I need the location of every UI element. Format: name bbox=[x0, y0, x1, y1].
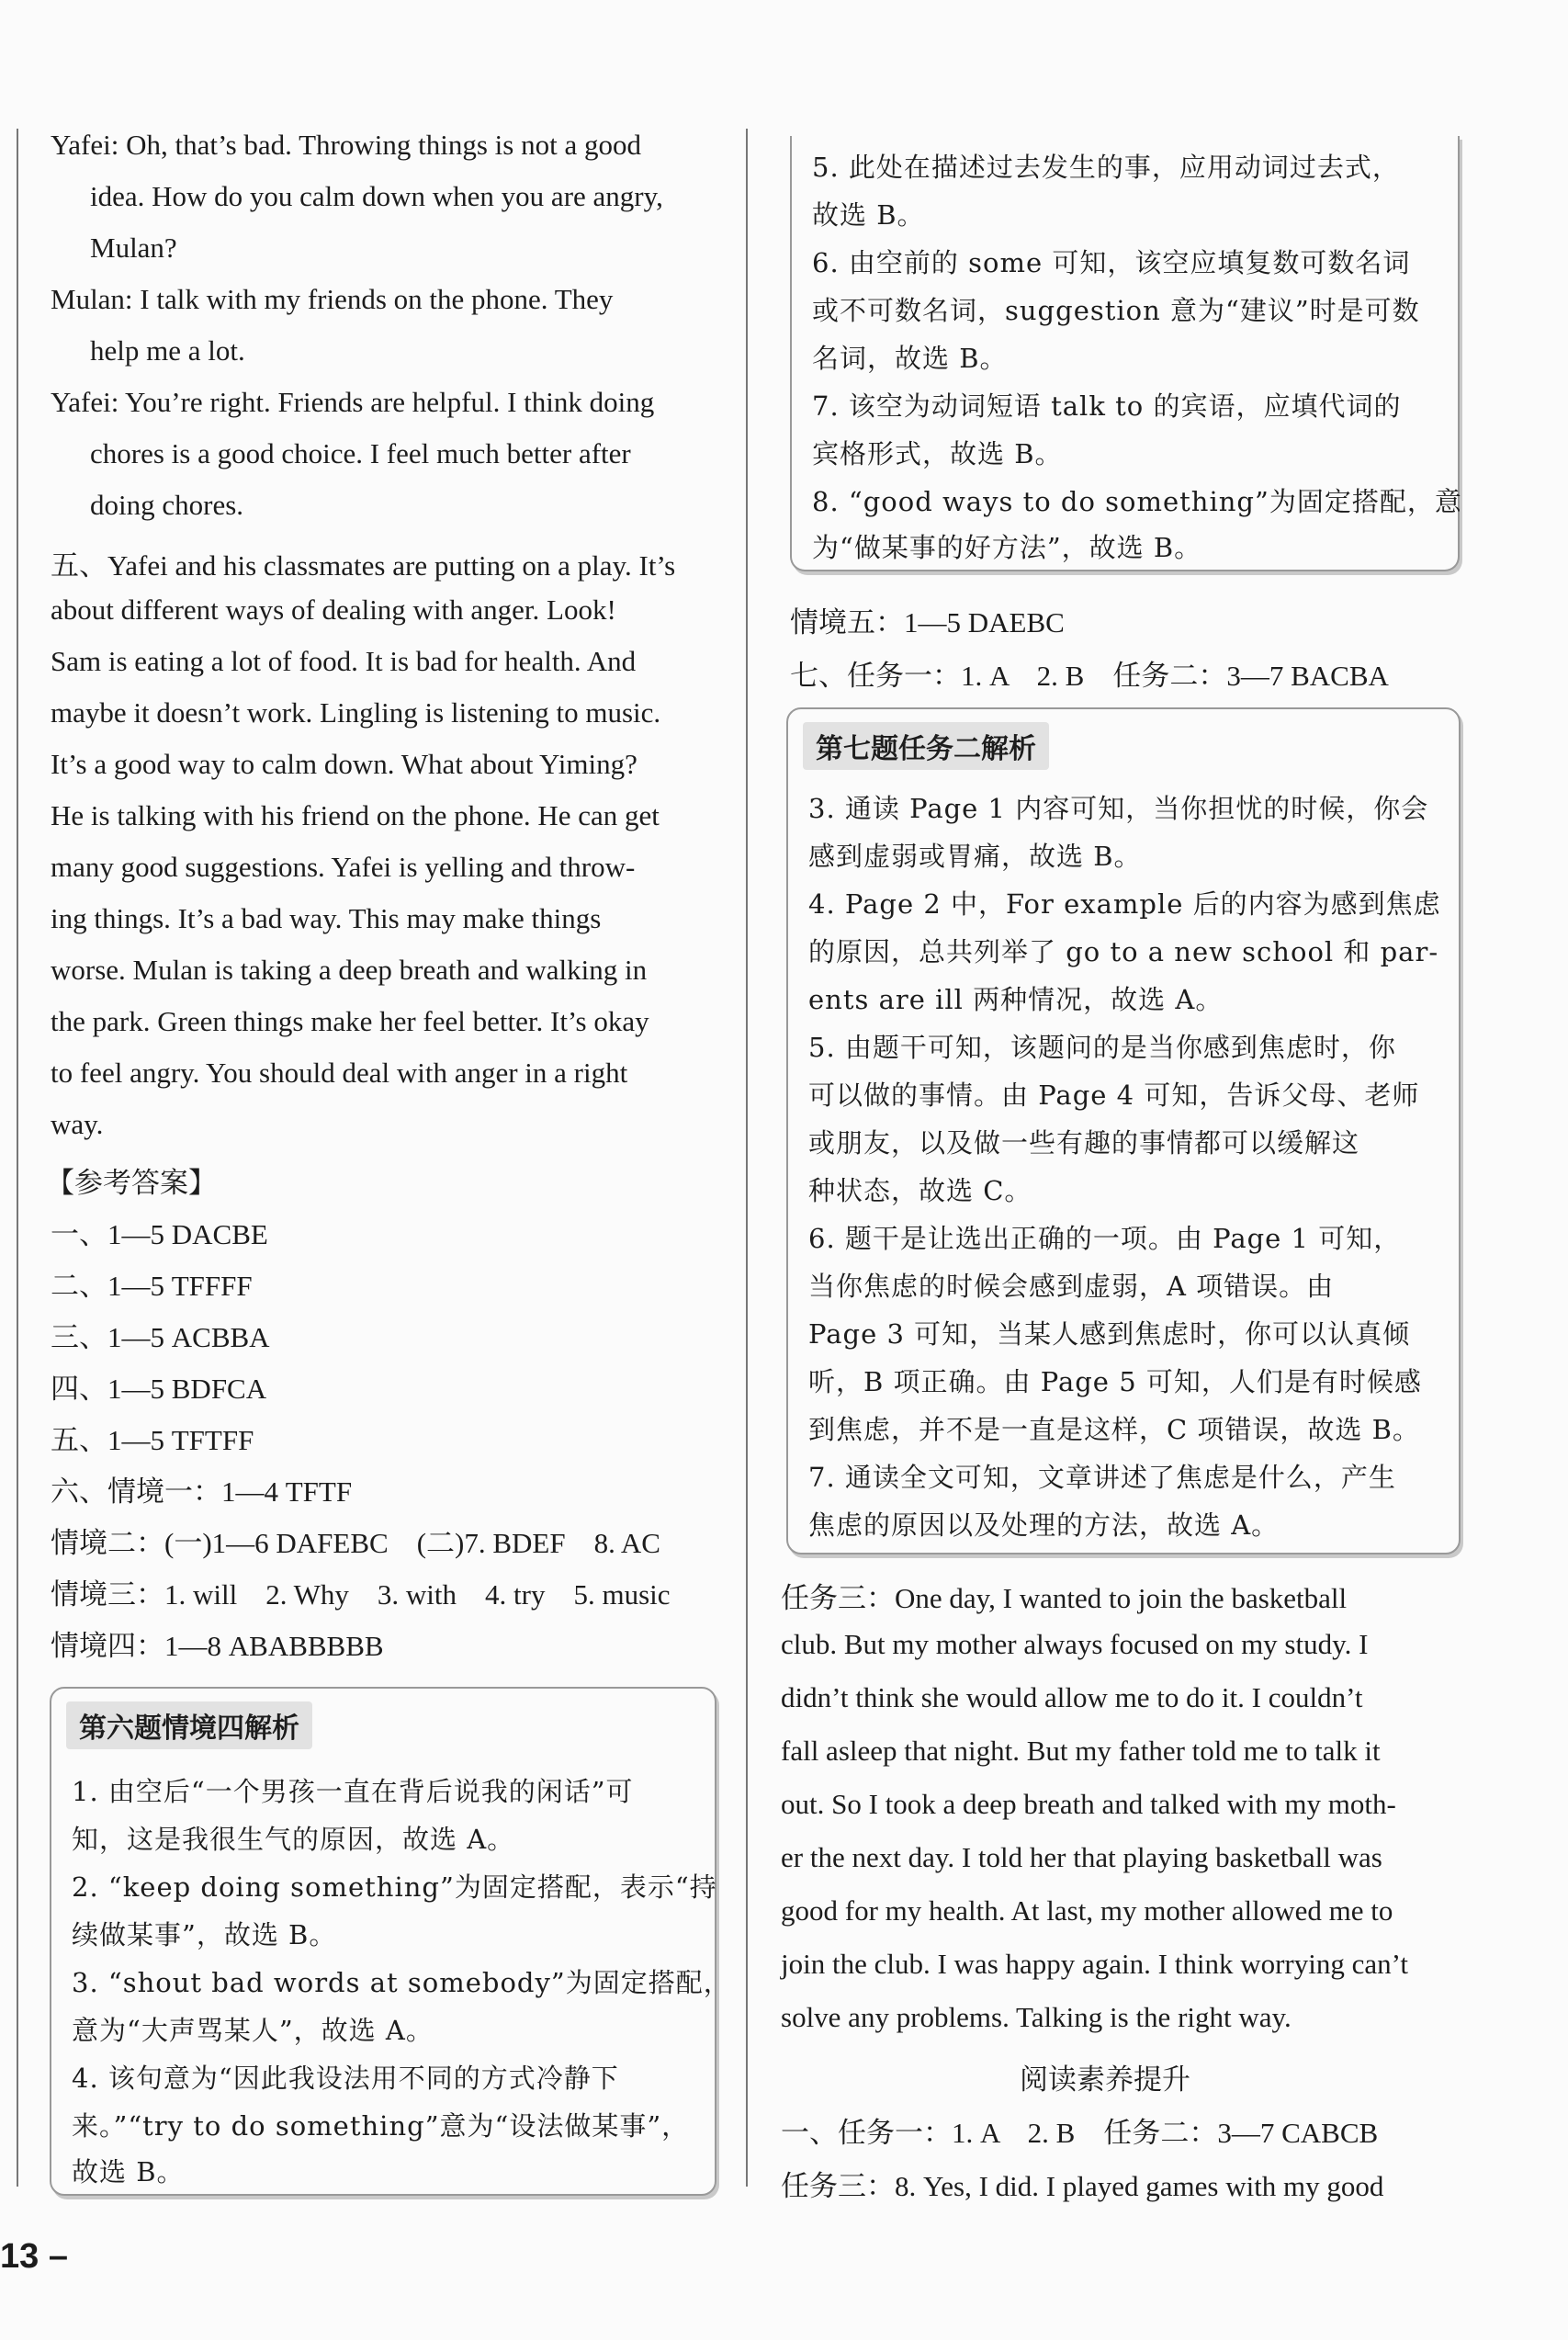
box-line: 故选 B。 bbox=[812, 199, 925, 231]
explanation-box-task2 bbox=[786, 707, 1461, 1554]
passage-line: way. bbox=[51, 1108, 104, 1140]
passage-line: Sam is eating a lot of food. It is bad for health. And bbox=[51, 645, 637, 677]
task3-line: fall asleep that night. But my father told me to talk it bbox=[781, 1735, 1381, 1767]
explanation-box-situation4 bbox=[50, 1687, 731, 2196]
dialogue-line: Yafei: You’re right. Friends are helpful. I think doing bbox=[51, 386, 655, 418]
answer-line: 情境二：(一)1—6 DAFEBC (二)7. BDEF 8. AC bbox=[51, 1527, 660, 1559]
box-line: 或朋友，以及做一些有趣的事情都可以缓解这 bbox=[808, 1127, 1360, 1159]
answer-line: 一、1—5 DACBE bbox=[51, 1218, 268, 1250]
box-line: Page 3 可知，当某人感到焦虑时，你可以认真倾 bbox=[808, 1318, 1411, 1350]
box-line: 8. “good ways to do something”为固定搭配，意 bbox=[812, 486, 1462, 517]
box-line: 7. 通读全文可知，文章讲述了焦虑是什么，产生 bbox=[808, 1462, 1396, 1493]
task3-line: good for my health. At last, my mother allowed me to bbox=[781, 1894, 1393, 1927]
box-line: 续做某事”，故选 B。 bbox=[72, 1919, 337, 1950]
dialogue-line: Yafei: Oh, that’s bad. Throwing things is not a good bbox=[51, 129, 641, 161]
answer-line: 六、情境一：1—4 TFTF bbox=[51, 1475, 353, 1508]
box-line: 感到虚弱或胃痛，故选 B。 bbox=[808, 841, 1142, 872]
left-margin-rule bbox=[17, 129, 18, 2187]
passage-line: ing things. It’s a bad way. This may make things bbox=[51, 902, 602, 934]
answers-heading: 【参考答案】 bbox=[46, 1167, 217, 1199]
task3-line: 任务三：One day, I wanted to join the basketball bbox=[781, 1582, 1348, 1614]
answer-line: 任务三：8. Yes, I did. I played games with my good bbox=[781, 2170, 1384, 2202]
box-line: 3. 通读 Page 1 内容可知，当你担忧的时候，你会 bbox=[808, 793, 1429, 824]
box-line: 2. “keep doing something”为固定搭配，表示“持 bbox=[72, 1871, 717, 1903]
task3-line: join the club. I was happy again. I think worrying can’t bbox=[781, 1948, 1408, 1980]
dialogue-line: Mulan: I talk with my friends on the phone. They bbox=[51, 283, 614, 315]
passage-line: maybe it doesn’t work. Lingling is listening to music. bbox=[51, 696, 661, 729]
box-line: 听，B 项正确。由 Page 5 可知，人们是有时候感 bbox=[808, 1366, 1422, 1397]
answer-line: 三、1—5 ACBBA bbox=[51, 1321, 270, 1353]
page-number: 13 – bbox=[0, 2237, 68, 2276]
box-line: 名词，故选 B。 bbox=[812, 343, 1008, 374]
box-line: 来。”“try to do something”意为“设法做某事”， bbox=[72, 2110, 690, 2142]
task3-line: didn’t think she would allow me to do it. I couldn’t bbox=[781, 1681, 1363, 1713]
box-line: 6. 由空前的 some 可知，该空应填复数可数名词 bbox=[812, 247, 1411, 278]
box-line: 1. 由空后“一个男孩一直在背后说我的闲话”可 bbox=[72, 1776, 634, 1807]
box-line: 知，这是我很生气的原因，故选 A。 bbox=[72, 1824, 515, 1855]
passage-line: the park. Green things make her feel better. It’s okay bbox=[51, 1005, 649, 1037]
box-line: 7. 该空为动词短语 talk to 的宾语，应填代词的 bbox=[812, 390, 1402, 422]
answer-line: 情境四：1—8 ABABBBBB bbox=[51, 1630, 384, 1662]
box-title: 第六题情境四解析 bbox=[66, 1701, 312, 1749]
box-line: 种状态，故选 C。 bbox=[808, 1175, 1032, 1206]
passage-line: 五、Yafei and his classmates are putting on a play. It’s bbox=[51, 549, 676, 582]
box-line: 4. Page 2 中，For example 后的内容为感到焦虑 bbox=[808, 888, 1441, 920]
box-line: 的原因，总共列举了 go to a new school 和 par- bbox=[808, 936, 1439, 967]
box-line: 故选 B。 bbox=[72, 2156, 185, 2187]
box-line: 可以做的事情。由 Page 4 可知，告诉父母、老师 bbox=[808, 1080, 1420, 1111]
answer-line: 情境五：1—5 DAEBC bbox=[790, 606, 1065, 639]
dialogue-line: doing chores. bbox=[90, 489, 244, 521]
passage-line: to feel angry. You should deal with anger in a right bbox=[51, 1057, 628, 1089]
dialogue-line: Mulan? bbox=[90, 232, 177, 264]
box-line: 6. 题干是让选出正确的一项。由 Page 1 可知， bbox=[808, 1223, 1402, 1254]
box-line: ents are ill 两种情况，故选 A。 bbox=[808, 984, 1224, 1015]
passage-line: about different ways of dealing with anger. Look! bbox=[51, 593, 616, 626]
answer-line: 七、任务一：1. A 2. B 任务二：3—7 BACBA bbox=[790, 660, 1389, 692]
box-line: 到焦虑，并不是一直是这样，C 项错误，故选 B。 bbox=[808, 1414, 1420, 1445]
section-title: 阅读素养提升 bbox=[1020, 2063, 1190, 2097]
dialogue-line: chores is a good choice. I feel much better after bbox=[90, 437, 631, 469]
box-line: 或不可数名词，suggestion 意为“建议”时是可数 bbox=[812, 295, 1420, 326]
explanation-box-continued bbox=[790, 136, 1460, 571]
dialogue-line: idea. How do you calm down when you are angry, bbox=[90, 180, 663, 212]
passage-line: It’s a good way to calm down. What about Yiming? bbox=[51, 748, 637, 780]
box-title: 第七题任务二解析 bbox=[803, 722, 1049, 770]
answer-line: 一、任务一：1. A 2. B 任务二：3—7 CABCB bbox=[781, 2117, 1379, 2149]
answer-line: 五、1—5 TFTFF bbox=[51, 1424, 254, 1456]
task3-line: er the next day. I told her that playing basketball was bbox=[781, 1841, 1382, 1873]
box-line: 5. 此处在描述过去发生的事，应用动词过去式， bbox=[812, 152, 1400, 183]
task3-line: club. But my mother always focused on my study. I bbox=[781, 1628, 1369, 1660]
box-line: 焦虑的原因以及处理的方法，故选 A。 bbox=[808, 1509, 1280, 1541]
passage-line: many good suggestions. Yafei is yelling and throw- bbox=[51, 851, 636, 883]
task3-line: solve any problems. Talking is the right way. bbox=[781, 2001, 1292, 2033]
passage-line: He is talking with his friend on the phone. He can get bbox=[51, 799, 660, 831]
answer-line: 情境三：1. will 2. Why 3. with 4. try 5. music bbox=[51, 1578, 671, 1611]
box-line: 3. “shout bad words at somebody”为固定搭配， bbox=[72, 1967, 731, 1998]
column-divider bbox=[746, 129, 748, 2187]
task3-line: out. So I took a deep breath and talked with my moth- bbox=[781, 1788, 1396, 1820]
box-line: 当你焦虑的时候会感到虚弱，A 项错误。由 bbox=[808, 1271, 1335, 1302]
answer-line: 二、1—5 TFFFF bbox=[51, 1270, 253, 1302]
passage-line: worse. Mulan is taking a deep breath and walking in bbox=[51, 954, 648, 986]
dialogue-line: help me a lot. bbox=[90, 334, 245, 367]
box-line: 宾格形式，故选 B。 bbox=[812, 438, 1063, 469]
box-line: 4. 该句意为“因此我设法用不同的方式冷静下 bbox=[72, 2063, 619, 2094]
box-line: 意为“大声骂某人”，故选 A。 bbox=[72, 2015, 434, 2046]
box-line: 为“做某事的好方法”，故选 B。 bbox=[812, 532, 1202, 563]
answer-line: 四、1—5 BDFCA bbox=[51, 1373, 267, 1405]
box-line: 5. 由题干可知，该题问的是当你感到焦虑时，你 bbox=[808, 1032, 1396, 1063]
